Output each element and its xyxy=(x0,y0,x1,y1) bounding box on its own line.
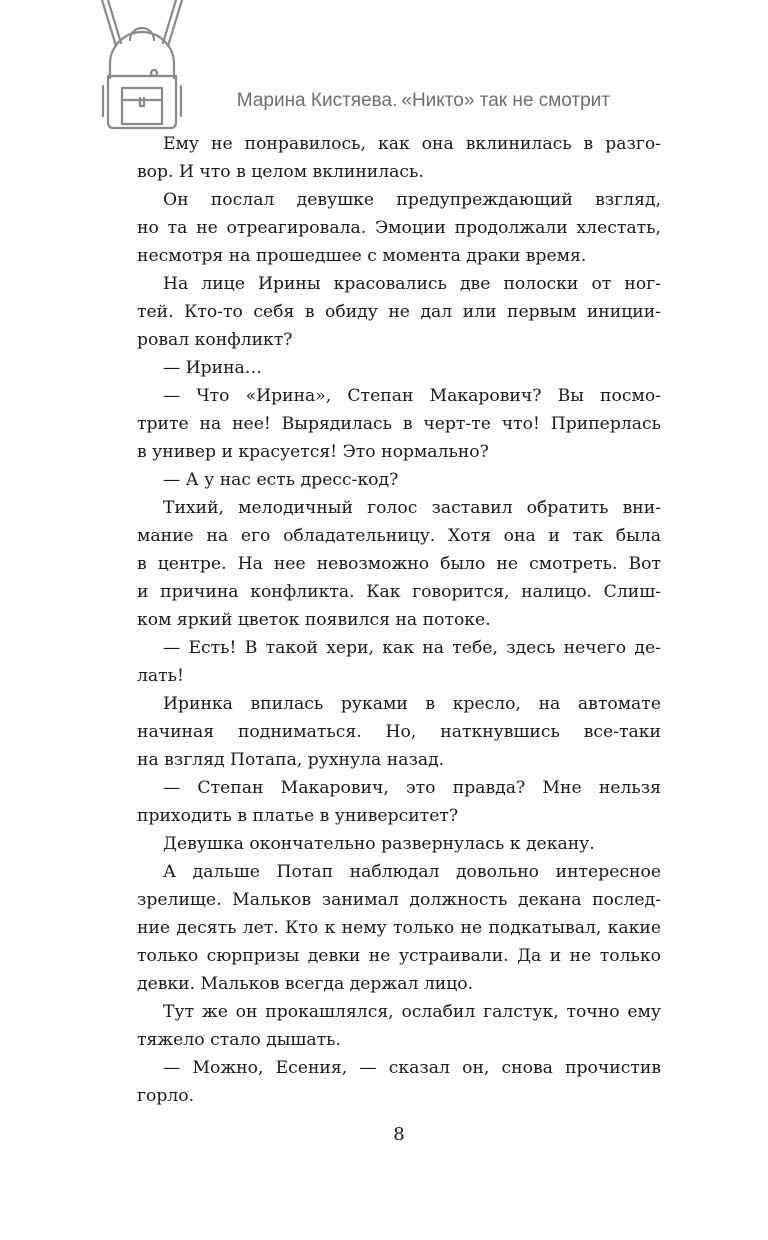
text-line: приходить в платье в университет? xyxy=(137,806,459,826)
paragraph xyxy=(137,774,661,830)
text-line: девки. Мальков всегда держал лицо. xyxy=(137,974,474,994)
text-line: — Ирина… xyxy=(163,358,262,378)
paragraph xyxy=(137,270,661,354)
paragraph xyxy=(137,690,661,774)
text-line: начиная подниматься. Но, наткнувшись все-таки xyxy=(137,722,661,742)
text-line: вор. И что в целом вклинилась. xyxy=(137,162,424,182)
text-line: зрелище. Мальков занимал должность декана послед- xyxy=(137,890,661,910)
text-line: несмотря на прошедшее с момента драки время. xyxy=(137,246,587,266)
paragraph xyxy=(137,466,661,494)
paragraph xyxy=(137,998,661,1054)
text-line: — Можно, Есения, — сказал он, снова прочистив xyxy=(163,1058,661,1078)
text-line: но та не отреагировала. Эмоции продолжали хлестать, xyxy=(137,218,661,238)
text-line: на взгляд Потапа, рухнула назад. xyxy=(137,750,445,770)
text-line: — Что «Ирина», Степан Макарович? Вы посмо- xyxy=(163,386,661,406)
running-head xyxy=(180,90,610,112)
text-line: тяжело стало дышать. xyxy=(137,1030,341,1050)
text-line: На лице Ирины красовались две полоски от ног- xyxy=(163,274,661,294)
body-text xyxy=(137,130,661,1110)
text-line: — А у нас есть дресс-код? xyxy=(163,470,399,490)
text-line: Он послал девушке предупреждающий взгляд, xyxy=(163,190,661,210)
paragraph xyxy=(137,858,661,998)
text-line: Ему не понравилось, как она вклинилась в разго- xyxy=(163,134,661,154)
text-line: — Есть! В такой хери, как на тебе, здесь нечего де- xyxy=(163,638,661,658)
text-line: Девушка окончательно развернулась к декану. xyxy=(163,834,595,854)
text-line: горло. xyxy=(137,1086,195,1106)
text-line: и причина конфликта. Как говорится, налицо. Слиш- xyxy=(137,582,661,602)
paragraph xyxy=(137,130,661,186)
text-line: мание на его обладательницу. Хотя она и так была xyxy=(137,526,661,546)
text-line: тей. Кто-то себя в обиду не дал или первым иниции- xyxy=(137,302,661,322)
paragraph xyxy=(137,1054,661,1110)
paragraph xyxy=(137,354,661,382)
text-line: трите на нее! Вырядилась в черт-те что! Приперлась xyxy=(137,414,661,434)
paragraph xyxy=(137,494,661,634)
paragraph xyxy=(137,382,661,466)
backpack-icon xyxy=(100,0,184,132)
text-line: — Степан Макарович, это правда? Мне нельзя xyxy=(163,778,661,798)
paragraph xyxy=(137,186,661,270)
text-line: Тут же он прокашлялся, ослабил галстук, точно ему xyxy=(163,1002,661,1022)
text-line: ровал конфликт? xyxy=(137,330,293,350)
text-line: Иринка впилась руками в кресло, на автомате xyxy=(163,694,661,714)
running-head-author: Марина Кистяева. xyxy=(236,90,398,111)
paragraph xyxy=(137,634,661,690)
paragraph xyxy=(137,830,661,858)
page-number: 8 xyxy=(393,1124,405,1145)
text-line: в универ и красуется! Это нормально? xyxy=(137,442,489,462)
text-line: ние десять лет. Кто к нему только не подкатывал, какие xyxy=(137,918,661,938)
text-line: только сюрпризы девки не устраивали. Да и не только xyxy=(137,946,661,966)
text-line: Тихий, мелодичный голос заставил обратить вни- xyxy=(163,498,661,518)
text-line: А дальше Потап наблюдал довольно интересное xyxy=(163,862,661,882)
running-head-title: «Никто» так не смотрит xyxy=(401,90,610,111)
text-line: в центре. На нее невозможно было не смотреть. Вот xyxy=(137,554,661,574)
text-line: лать! xyxy=(137,666,184,686)
text-line: ком яркий цветок появился на потоке. xyxy=(137,610,491,630)
